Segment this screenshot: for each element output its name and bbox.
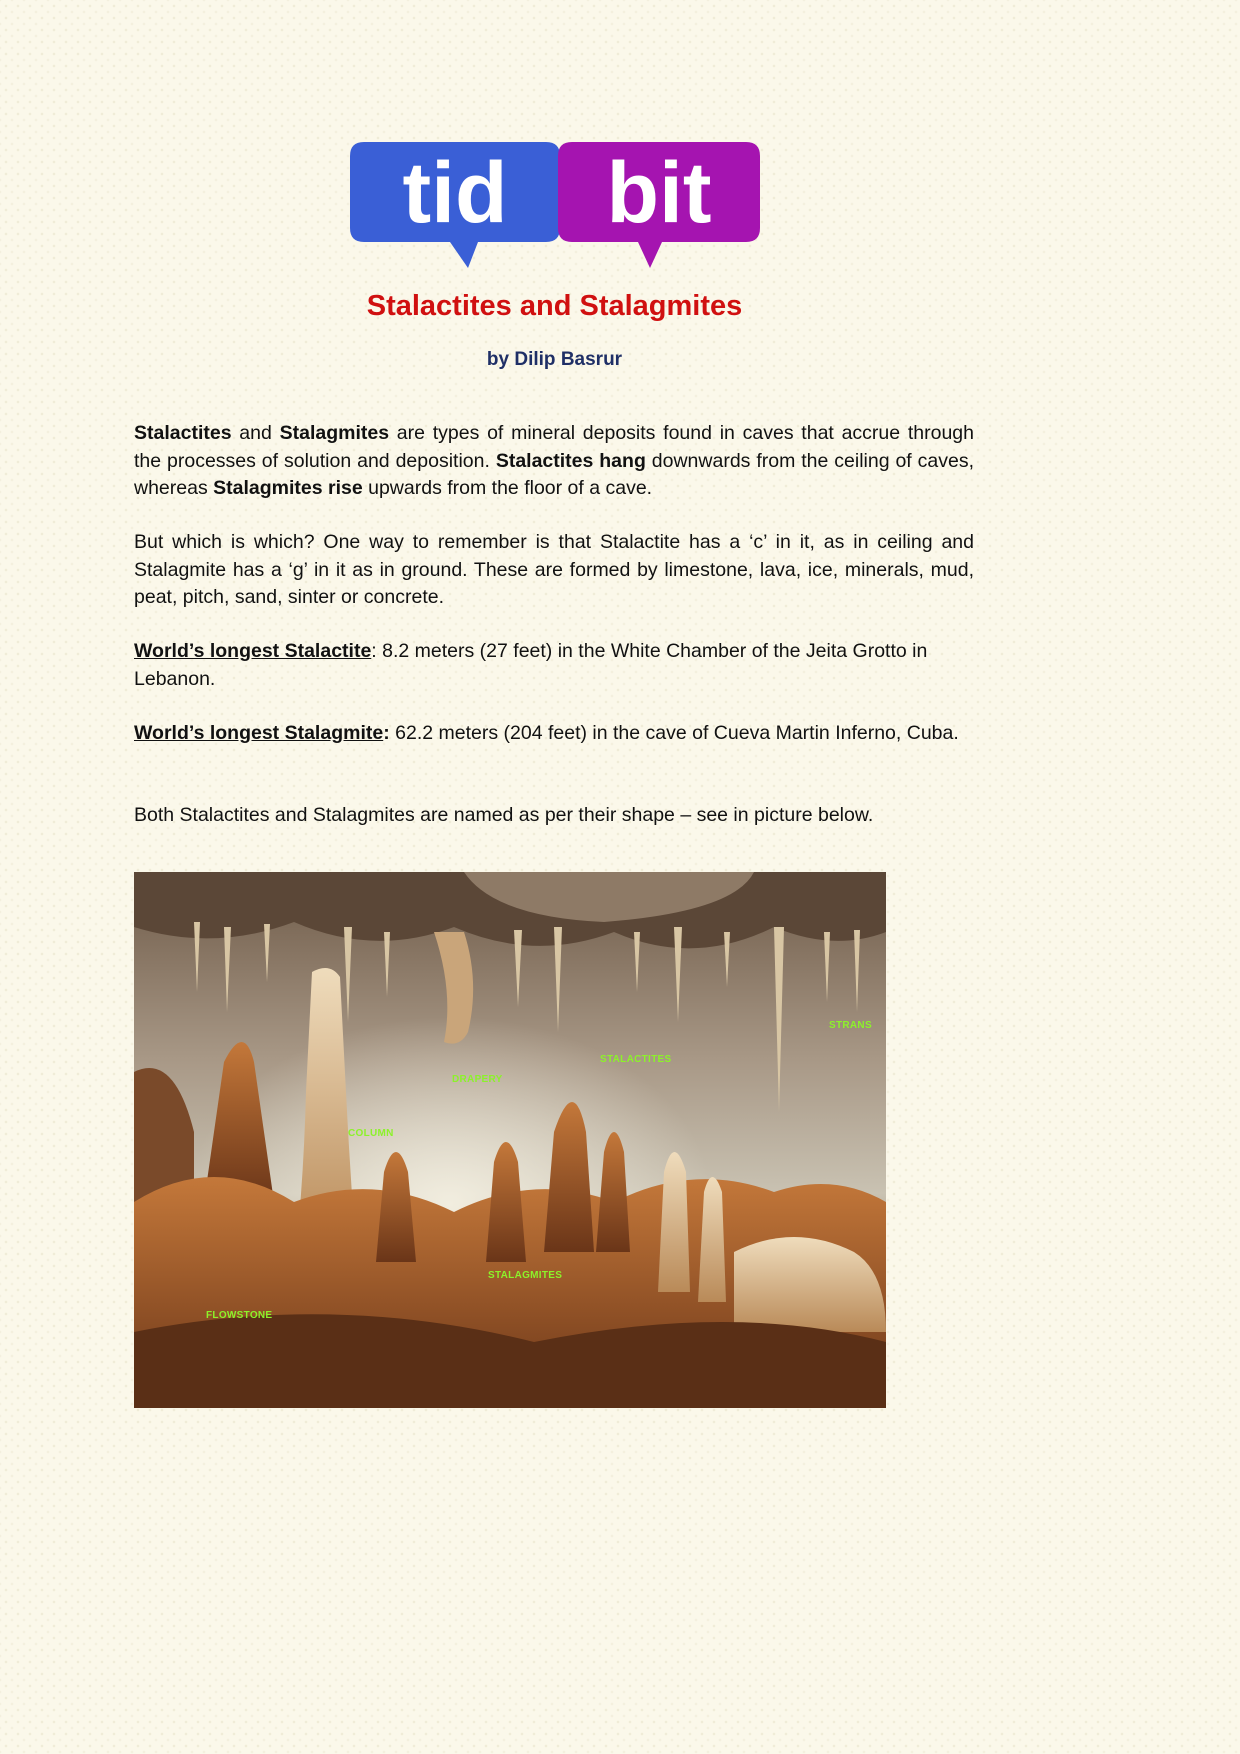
record-stalagmite-paragraph: World’s longest Stalagmite: 62.2 meters (204 feet) in the cave of Cueva Martin Inferno, Cuba.	[134, 722, 959, 744]
logo-word-bit: bit	[606, 145, 712, 241]
intro-paragraph: Stalactites and Stalagmites are types of mineral deposits found in caves that accrue through the processes of solution and deposition. Stalactites hang downwards from the ceiling of caves, whereas Stalagmites rise upwards from the floor of a cave.	[134, 422, 974, 499]
intro-term-stalactites-hang: Stalactites hang	[495, 449, 646, 472]
intro-term-stalagmites-rise: Stalagmites rise	[213, 477, 363, 499]
record-stalagmite-label: World’s longest Stalagmite	[134, 722, 384, 744]
intro-term-stalactites: Stalactites	[134, 422, 232, 444]
record-stalactite-paragraph: World’s longest Stalactite: 8.2 meters (27 feet) in the White Chamber of the Jeita Grotto in Lebanon.	[134, 640, 928, 690]
cave-label-drapery: DRAPERY	[452, 1074, 503, 1085]
intro-term-stalagmites: Stalagmites	[279, 422, 390, 444]
mnemonic-paragraph: But which is which? One way to remember is that Stalactite has a ‘c’ in it, as in ceiling and Stalagmite has a ‘g’ in it as in ground. These are formed by limestone, lava, ice, minerals, mud, peat, pitch, sand, sinter or concrete.	[134, 531, 974, 608]
cave-label-strans: STRANS	[829, 1020, 872, 1031]
cave-photo	[134, 872, 886, 1408]
record-stalactite-label: World’s longest Stalactite	[134, 640, 372, 662]
cave-label-stalagmites: STALAGMITES	[488, 1270, 563, 1281]
cave-label-column: COLUMN	[348, 1128, 394, 1139]
closing-paragraph: Both Stalactites and Stalagmites are named as per their shape – see in picture below.	[134, 804, 874, 826]
author-byline: by Dilip Basrur	[486, 349, 623, 370]
cave-label-flowstone: FLOWSTONE	[206, 1310, 273, 1321]
logo-word-tid: tid	[402, 145, 508, 241]
article-title: Stalactites and Stalagmites	[366, 290, 743, 322]
tidbit-logo	[350, 140, 760, 270]
cave-label-stalactites: STALACTITES	[600, 1054, 672, 1065]
